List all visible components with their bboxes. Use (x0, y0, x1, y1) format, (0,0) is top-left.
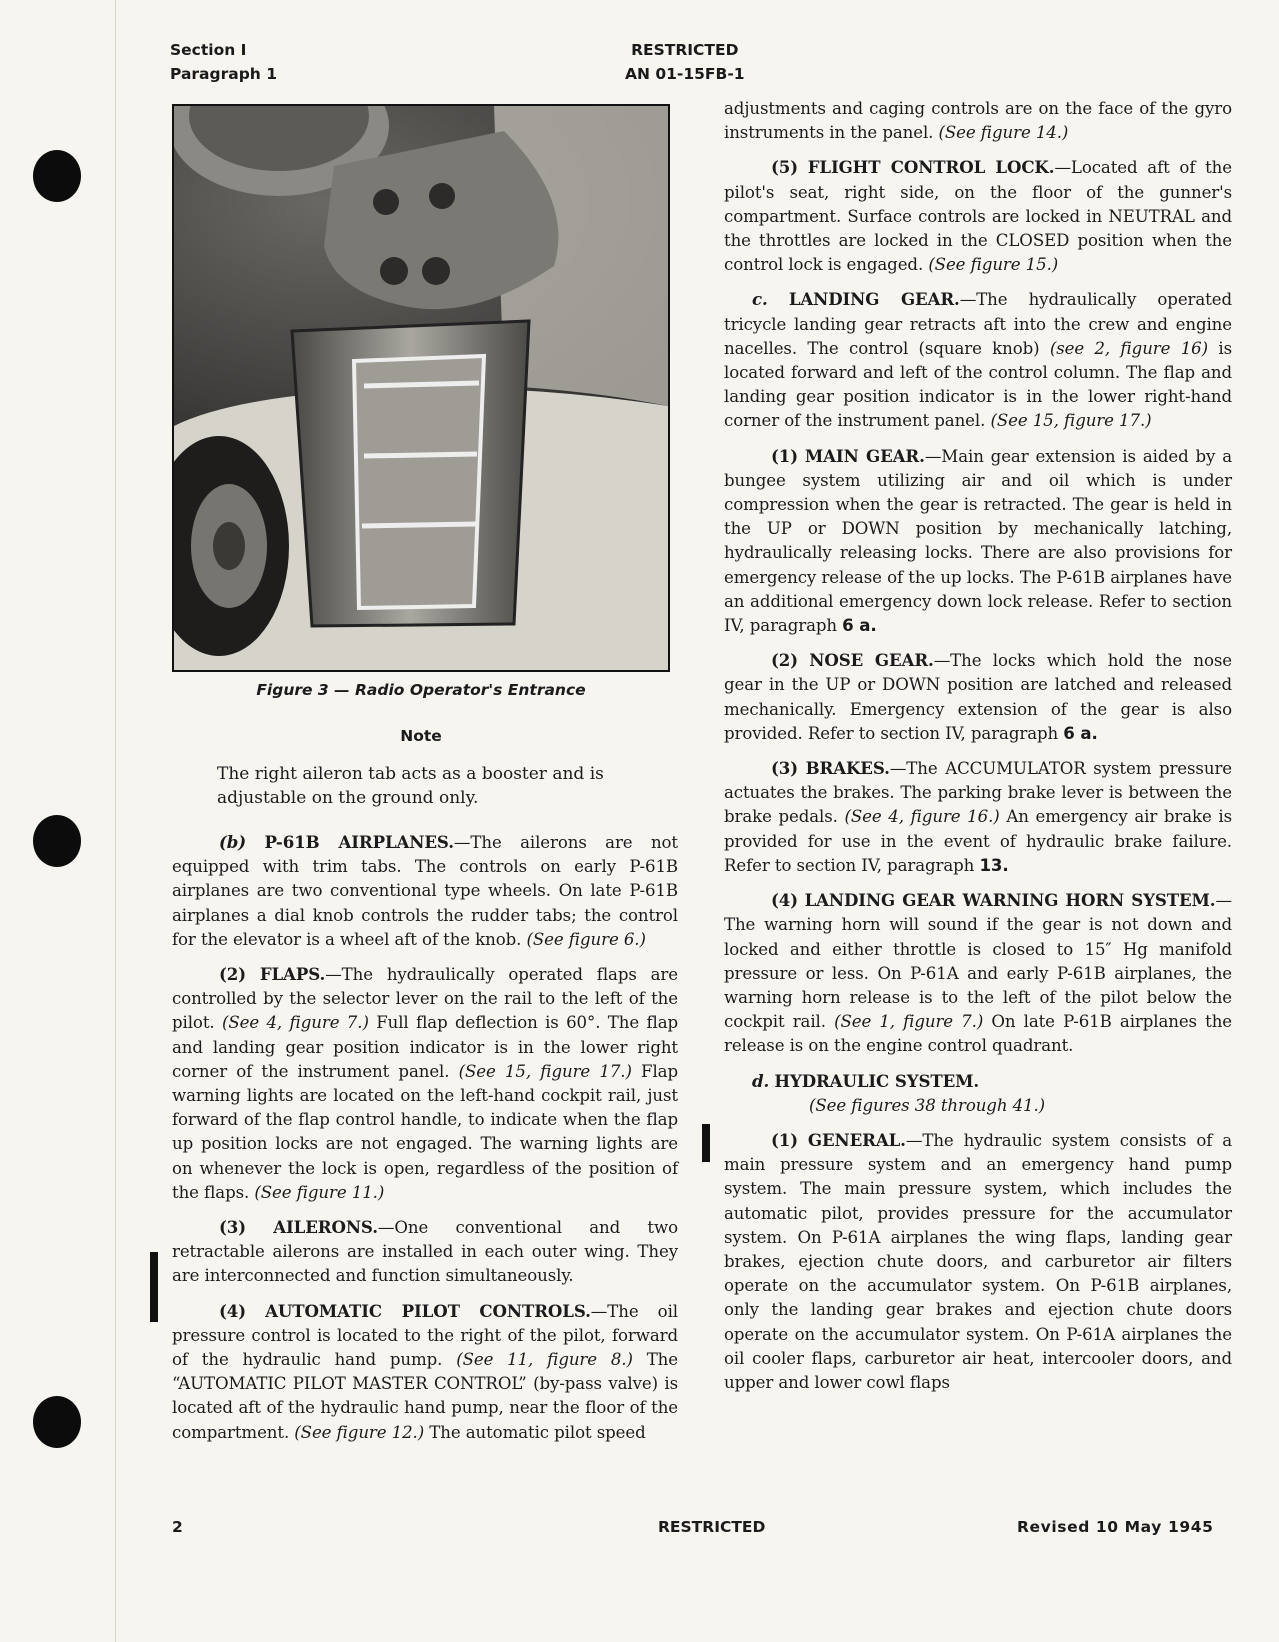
page-fold-line (115, 0, 116, 1642)
heading-automatic-pilot: AUTOMATIC PILOT CONTROLS. (265, 1300, 591, 1321)
paragraph-ailerons: (3) AILERONS.—One conventional and two retractable ailerons are installed in each outer wing. They are interconnected and function simultaneously. (172, 1217, 678, 1286)
classification-footer: RESTRICTED (658, 1518, 766, 1536)
heading-ailerons: AILERONS. (273, 1217, 378, 1238)
revision-change-bar (150, 1252, 158, 1322)
paragraph-label: Paragraph 1 (170, 65, 278, 83)
paragraph-p61b-airplanes: (b) P-61B AIRPLANES.—The ailerons are not equipped with trim tabs. The controls on early P-61B airplanes are two conventional type wheels. On late P-61B airplanes a dial knob controls the rudder tabs; the control for the elevator is a wheel aft of the knob. (See figure 6.) (172, 832, 678, 949)
heading-p61b: P-61B AIRPLANES. (264, 832, 454, 852)
section-label: Section I (170, 41, 247, 59)
header-left (170, 38, 277, 86)
paragraph-flaps: (2) FLAPS.—The hydraulically operated flaps are controlled by the selector lever on the rail to the left of the pilot. (See 4, figure 7.) Full flap deflection is 60°. The flap and landing gear position indicator is in the lower right corner of the instrument panel. (See 15, figure 17.) Flap warning lights are located on the left-hand cockpit rail, just forward of the flap control handle, to indicate when the flap up position locks are not engaged. The warning lights are on whenever the lock is open, regardless of the position of the flaps. (See figure 11.) (172, 964, 679, 1202)
punch-hole-top (33, 150, 81, 202)
paragraph-continuation: adjustments and caging controls are on the face of the gyro instruments in the panel. (See figure 14.) (724, 99, 1232, 143)
paragraph-main-gear: (1) MAIN GEAR.—Main gear extension is aided by a bungee system utilizing air and oil which is under compression when the gear is retracted. The gear is held in the UP or DOWN position by mechanically latching, hydraulically releasing locks. There are also provisions for emergency release of the up locks. The P-61B airplanes have an additional emergency down lock release. Refer to section IV, paragraph 6 a. (724, 445, 1232, 636)
revision-change-bar (702, 1124, 710, 1162)
paragraph-hydraulic-general: (1) GENERAL.—The hydraulic system consists of a main pressure system and an emergency hand pump system. The main pressure system, which includes the automatic pilot, provides pressure for the accumulator system. On P-61A airplanes the wing flaps, landing gear brakes, ejection chute doors, and carburetor air filters operate on the accumulator system. On P-61B airplanes, only the landing gear brakes and ejection chute doors operate on the accumulator system. On P-61A airplanes the oil cooler flaps, carburetor air heat, intercooler doors, and upper and lower cowl flaps (724, 1129, 1232, 1392)
punch-hole-bottom (33, 1396, 81, 1448)
paragraph-automatic-pilot: (4) AUTOMATIC PILOT CONTROLS.—The oil pressure control is located to the right of the pilot, forward of the hydraulic hand pump. (See 11, figure 8.) The “AUTOMATIC PILOT MASTER CONTROL” (by-pass valve) is located aft of the hydraulic hand pump, near the floor of the compartment. (See figure 12.) The automatic pilot speed (172, 1300, 678, 1442)
hydraulic-figures-ref: (See figures 38 through 41.) (809, 1095, 1046, 1115)
paragraph-landing-gear: c. LANDING GEAR.—The hydraulically operated tricycle landing gear retracts aft into the crew and engine nacelles. The control (square knob) (see 2, figure 16) is located forward and left of the control column. The flap and landing gear position indicator is in the lower right-hand corner of the instrument panel. (See 15, figure 17.) (724, 289, 1232, 431)
paragraph-brakes: (3) BRAKES.—The ACCUMULATOR system pressure actuates the brakes. The parking brake lever is between the brake pedals. (See 4, figure 16.) An emergency air brake is provided for use in the event of hydraulic brake failure. Refer to section IV, paragraph 13. (724, 758, 1232, 875)
classification-header: RESTRICTED (631, 41, 739, 59)
left-column (172, 830, 678, 1455)
note-title: Note (400, 727, 442, 745)
heading-nose-gear: NOSE GEAR. (809, 650, 934, 671)
paragraph-flight-control-lock: (5) FLIGHT CONTROL LOCK.—Located aft of the pilot's seat, right side, on the floor of the gunner's compartment. Surface controls are locked in NEUTRAL and the throttles are locked in the CLOSED position when the control lock is engaged. (See figure 15.) (724, 157, 1232, 275)
note-text: The right aileron tab acts as a booster and is adjustable on the ground only. (217, 764, 604, 808)
revision-date: Revised 10 May 1945 (1017, 1518, 1214, 1536)
heading-flight-control-lock: FLIGHT CONTROL LOCK. (807, 157, 1055, 178)
heading-landing-gear: LANDING GEAR. (788, 289, 960, 310)
heading-main-gear: MAIN GEAR. (804, 445, 925, 466)
doc-number: AN 01-15FB-1 (625, 65, 745, 83)
heading-flaps: FLAPS. (259, 964, 326, 985)
paragraph-warning-horn: (4) LANDING GEAR WARNING HORN SYSTEM.—The warning horn will sound if the gear is not down and locked and either throttle is closed to 15″ Hg manifold pressure or less. On P-61A and early P-61B airplanes, the warning horn release is to the left of the pilot below the cockpit rail. (See 1, figure 7.) On late P-61B airplanes the release is on the engine control quadrant. (724, 890, 1233, 1056)
heading-hydraulic-system: d. HYDRAULIC SYSTEM. (752, 1070, 980, 1091)
header-center (625, 38, 745, 86)
figure-photo (172, 104, 670, 672)
heading-general: GENERAL. (807, 1129, 906, 1150)
punch-hole-middle (33, 815, 81, 867)
page-number: 2 (172, 1518, 183, 1536)
figure-caption: Figure 3 — Radio Operator's Entrance (256, 681, 586, 699)
heading-brakes: BRAKES. (805, 758, 890, 779)
paragraph-nose-gear: (2) NOSE GEAR.—The locks which hold the nose gear in the UP or DOWN position are latched and released mechanically. Emergency extension of the gear is also provided. Refer to section IV, paragraph 6 a. (724, 650, 1232, 743)
radio-operator-entrance-photo (174, 106, 668, 670)
heading-warning-horn: LANDING GEAR WARNING HORN SYSTEM. (804, 890, 1216, 911)
right-column (724, 97, 1232, 1405)
